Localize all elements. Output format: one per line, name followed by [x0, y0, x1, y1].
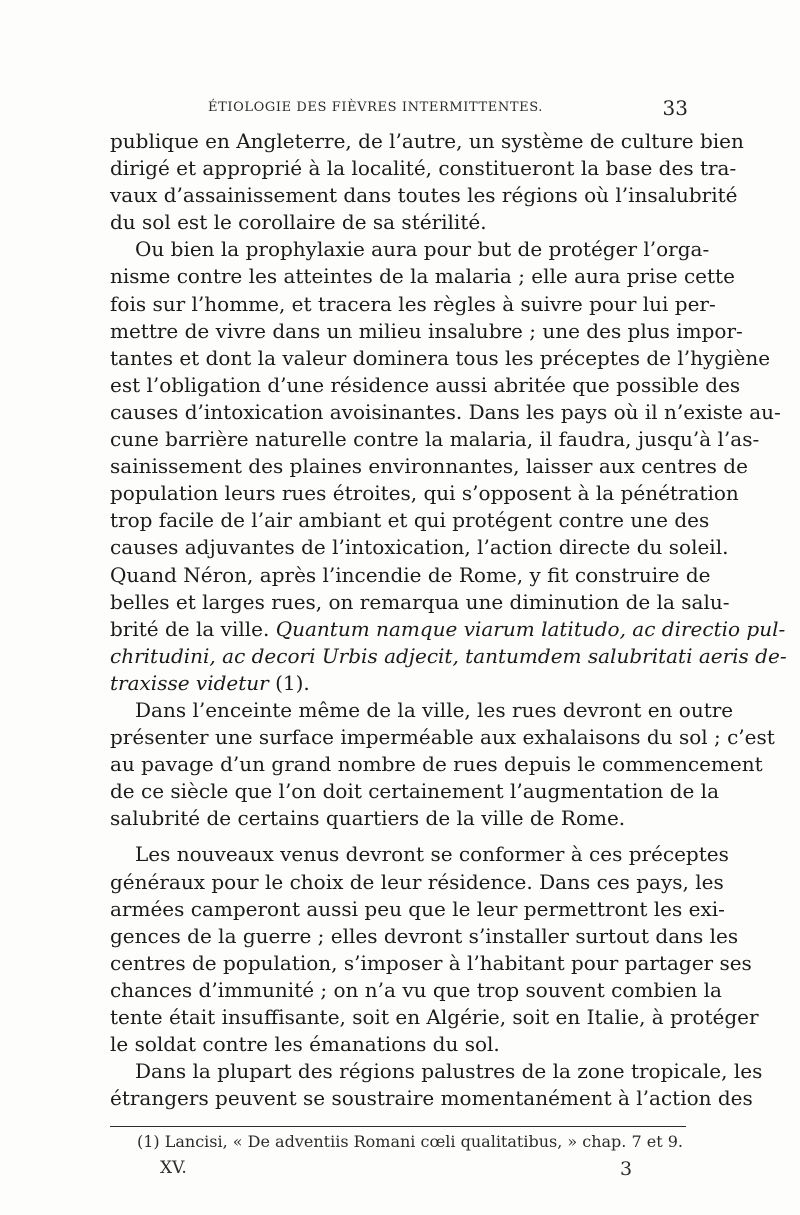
text-line: étrangers peuvent se soustraire momentanément à l’action des [110, 1086, 753, 1111]
text-line: causes adjuvantes de l’intoxication, l’action directe du soleil. [110, 535, 729, 560]
text-line: au pavage d’un grand nombre de rues depuis le commencement [110, 752, 763, 777]
text-line: causes d’intoxication avoisinantes. Dans les pays où il n’existe au- [110, 399, 781, 424]
text-line: armées camperont aussi peu que le leur permettront les exi- [110, 896, 725, 921]
text-line: Ou bien la prophylaxie aura pour but de protéger l’orga- [135, 237, 710, 262]
text-line: trop facile de l’air ambiant et qui protégent contre une des [110, 508, 710, 533]
text-line: Quand Néron, après l’incendie de Rome, y fit construire de [110, 562, 711, 587]
text-line: tantes et dont la valeur dominera tous les préceptes de l’hygiène [110, 345, 771, 370]
text-segment: brité de la ville. [110, 616, 270, 641]
footnote: (1) Lancisi, « De adventiis Romani cœli qualitatibus, » chap. 7 et 9. [137, 1132, 683, 1151]
page-number: 33 [662, 96, 688, 120]
text-line: vaux d’assainissement dans toutes les régions où l’insalubrité [110, 183, 738, 208]
body-text [110, 128, 787, 1112]
text-line: gences de la guerre ; elles devront s’installer surtout dans les [110, 923, 739, 948]
text-line: belles et larges rues, on remarqua une diminution de la salu- [110, 589, 730, 614]
text-line: Dans la plupart des régions palustres de la zone tropicale, les [135, 1059, 763, 1084]
latin-quotation: traxisse videtur [110, 670, 269, 695]
latin-quotation-line: chritudini, ac decori Urbis adjecit, tantumdem salubritati aeris de- [110, 643, 787, 668]
footnote-reference: (1). [275, 670, 310, 695]
running-head [108, 96, 688, 124]
signature-number: 3 [620, 1158, 633, 1180]
text-line: tente était insuffisante, soit en Algérie, soit en Italie, à protéger [110, 1005, 759, 1029]
text-line: présenter une surface imperméable aux exhalaisons du sol ; c’est [110, 725, 775, 750]
text-line: généraux pour le choix de leur résidence. Dans ces pays, les [110, 869, 724, 894]
text-line: chances d’immunité ; on n’a vu que trop souvent combien la [110, 977, 722, 1002]
text-line: nisme contre les atteintes de la malaria ; elle aura prise cette [110, 264, 735, 289]
text-line: dirigé et approprié à la localité, constitueront la base des tra- [110, 156, 737, 181]
text-line: sainissement des plaines environnantes, laisser aux centres de [110, 454, 748, 479]
signature-mark: XV. [160, 1158, 187, 1178]
text-line: Dans l’enceinte même de la ville, les rues devront en outre [135, 697, 734, 722]
running-title: ÉTIOLOGIE DES FIÈVRES INTERMITTENTES. [208, 100, 543, 115]
footnote-separator [110, 1126, 686, 1127]
text-line: du sol est le corollaire de sa stérilité. [110, 210, 487, 235]
text-line: salubrité de certains quartiers de la ville de Rome. [110, 806, 626, 831]
text-line: est l’obligation d’une résidence aussi abritée que possible des [110, 372, 741, 397]
text-line: le soldat contre les émanations du sol. [110, 1032, 500, 1057]
text-line-with-quotation [110, 616, 786, 643]
text-line: fois sur l’homme, et tracera les règles à suivre pour lui per- [110, 291, 716, 316]
text-line: Les nouveaux venus devront se conformer à ces préceptes [135, 842, 729, 867]
latin-quotation: Quantum namque viarum latitudo, ac directio pul- [275, 616, 786, 641]
text-line: mettre de vivre dans un milieu insalubre ; une des plus impor- [110, 318, 743, 343]
text-line: publique en Angleterre, de l’autre, un système de culture bien [110, 129, 744, 153]
text-line: de ce siècle que l’on doit certainement l’augmentation de la [110, 779, 720, 804]
text-line-with-quotation [110, 670, 686, 697]
text-line: population leurs rues étroites, qui s’opposent à la pénétration [110, 481, 739, 506]
text-line: cune barrière naturelle contre la malaria, il faudra, jusqu’à l’as- [110, 427, 760, 452]
text-line: centres de population, s’imposer à l’habitant pour partager ses [110, 950, 752, 975]
